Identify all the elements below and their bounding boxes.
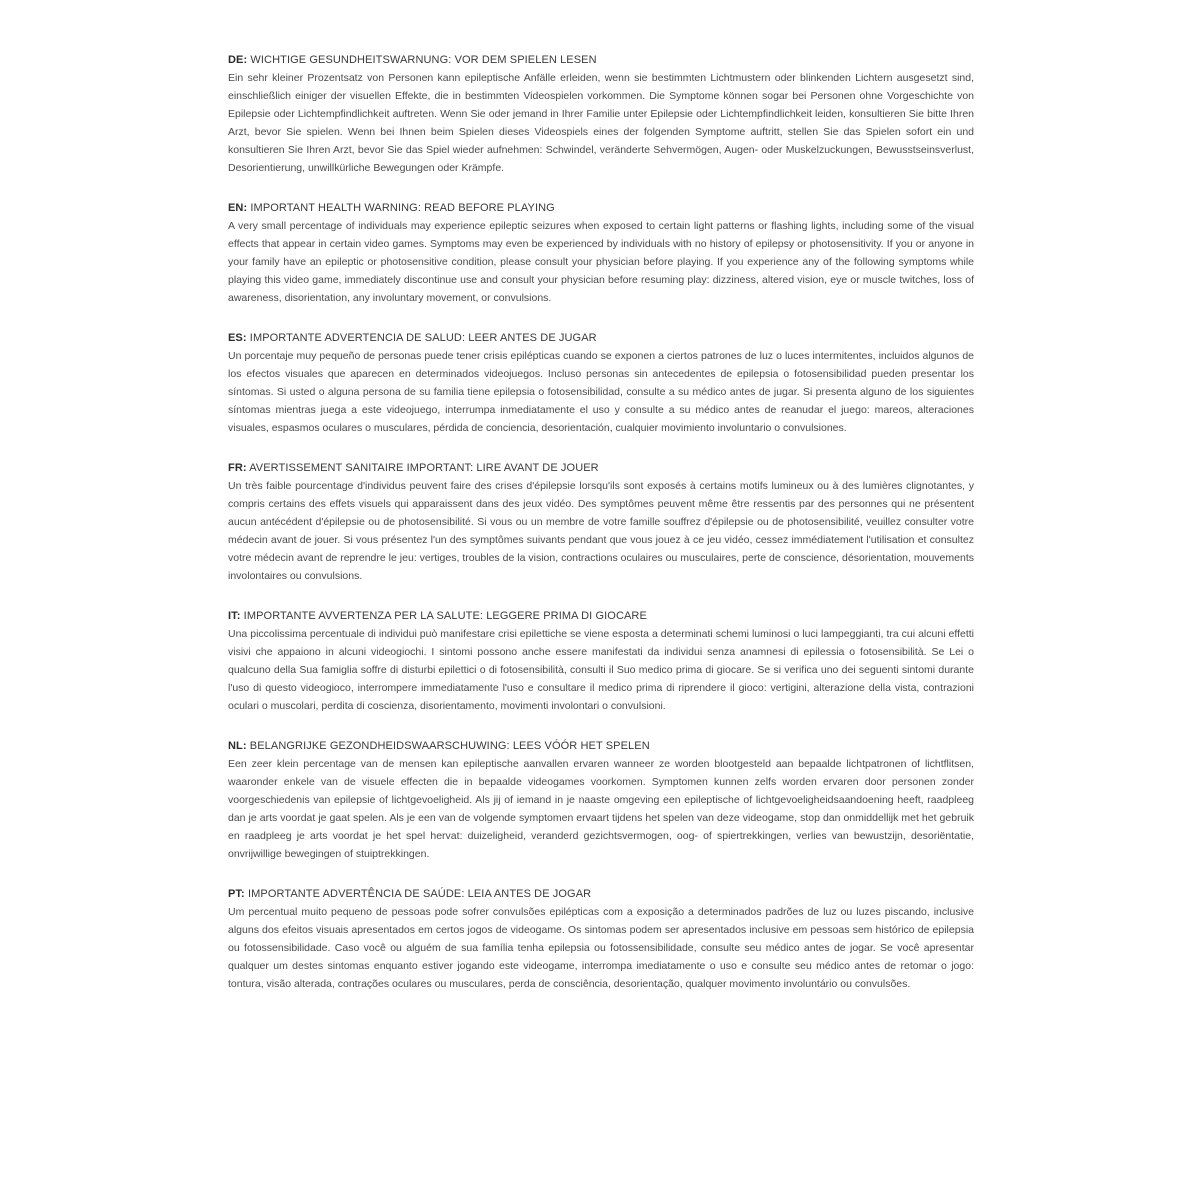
section-title: IMPORTANTE ADVERTENCIA DE SALUD: LEER ANTES DE JUGAR	[246, 332, 597, 344]
section-body: Un porcentaje muy pequeño de personas puede tener crisis epilépticas cuando se exponen a ciertos patrones de luz o luces intermitentes, incluidos algunos de los efectos visuales que aparecen en determinados videojuegos. Incluso personas sin antecedentes de epilepsia o fotosensibilidad pueden presentar los síntomas. Si usted o alguna persona de su familia tiene epilepsia o fotosensibilidad, consulte a su médico antes de jugar. Si presenta alguno de los siguientes síntomas mientras juega a este videojuego, interrumpa inmediatamente el uso y consulte a su médico antes de reanudar el juego: mareos, alteraciones visuales, espasmos oculares o musculares, pérdida de conciencia, desorientación, cualquier movimiento involuntario o convulsiones.	[228, 350, 974, 434]
section-heading	[228, 52, 974, 69]
section-title: WICHTIGE GESUNDHEITSWARNUNG: VOR DEM SPIELEN LESEN	[247, 54, 597, 66]
section-heading	[228, 738, 974, 755]
language-code: ES:	[228, 332, 247, 344]
section-heading	[228, 330, 974, 347]
warning-section-de	[228, 52, 974, 177]
section-body: Ein sehr kleiner Prozentsatz von Personen kann epileptische Anfälle erleiden, wenn sie bestimmten Lichtmustern oder blinkenden Lichtern ausgesetzt sind, einschließlich einiger der visuellen Effekte, die in bestimmten Videospielen vorkommen. Die Symptome können sogar bei Personen ohne Vorgeschichte von Epilepsie oder Lichtempfindlichkeit auftreten. Wenn Sie oder jemand in Ihrer Familie unter Epilepsie oder Lichtempfindlichkeit leiden, konsultieren Sie bitte Ihren Arzt, bevor Sie spielen. Wenn bei Ihnen beim Spielen dieses Videospiels eines der folgenden Symptome auftritt, stellen Sie das Spielen sofort ein und konsultieren Sie Ihren Arzt, bevor Sie das Spiel wieder aufnehmen: Schwindel, veränderte Sehvermögen, Augen- oder Muskelzuckungen, Bewusstseinsverlust, Desorientierung, unwillkürliche Bewegungen oder Krämpfe.	[228, 72, 974, 174]
section-body: Een zeer klein percentage van de mensen kan epileptische aanvallen ervaren wanneer ze worden blootgesteld aan bepaalde lichtpatronen of lichtflitsen, waaronder enkele van de visuele effecten die in bepaalde videogames voorkomen. Symptomen kunnen zelfs worden ervaren door personen zonder voorgeschiedenis van epilepsie of lichtgevoeligheid. Als jij of iemand in je naaste omgeving een epileptische of lichtgevoeligheidsaandoening heeft, raadpleeg dan je arts voordat je gaat spelen. Als je een van de volgende symptomen ervaart tijdens het spelen van deze videogame, stop dan onmiddellijk met het gebruik en raadpleeg je arts voordat je het spel hervat: duizeligheid, veranderd gezichtsvermogen, oog- of spiertrekkingen, verlies van bewustzijn, desoriëntatie, onvrijwillige bewegingen of stuiptrekkingen.	[228, 758, 974, 860]
warning-section-es	[228, 330, 974, 437]
section-title: IMPORTANTE AVVERTENZA PER LA SALUTE: LEGGERE PRIMA DI GIOCARE	[240, 610, 647, 622]
section-heading	[228, 460, 974, 477]
warning-section-fr	[228, 460, 974, 585]
warning-section-nl	[228, 738, 974, 863]
language-code: DE:	[228, 54, 248, 66]
warning-section-pt	[228, 886, 974, 993]
section-body: A very small percentage of individuals may experience epileptic seizures when exposed to certain light patterns or flashing lights, including some of the visual effects that appear in certain video games. Symptoms may even be experienced by individuals with no history of epilepsy or photosensitivity. If you or anyone in your family have an epileptic or photosensitive condition, please consult your physician before playing. If you experience any of the following symptoms while playing this video game, immediately discontinue use and consult your physician before resuming play: dizziness, altered vision, eye or muscle twitches, loss of awareness, disorientation, any involuntary movement, or convulsions.	[228, 220, 974, 304]
health-warning-document	[228, 52, 974, 1016]
section-title: IMPORTANTE ADVERTÊNCIA DE SAÚDE: LEIA ANTES DE JOGAR	[244, 888, 592, 900]
section-title: AVERTISSEMENT SANITAIRE IMPORTANT: LIRE AVANT DE JOUER	[246, 462, 599, 474]
warning-section-it	[228, 608, 974, 715]
section-heading	[228, 200, 974, 217]
section-body: Um percentual muito pequeno de pessoas pode sofrer convulsões epilépticas com a exposição a determinados padrões de luz ou luzes piscando, inclusive alguns dos efeitos visuais apresentados em certos jogos de videogame. Os sintomas podem ser apresentados inclusive em pessoas sem histórico de epilepsia ou fotossensibilidade. Caso você ou alguém de sua família tenha epilepsia ou fotossensibilidade, consulte seu médico antes de jogar. Se você apresentar qualquer um destes sintomas enquanto estiver jogando este videogame, interrompa imediatamente o uso e consulte seu médico antes de retomar o jogo: tontura, visão alterada, contrações oculares ou musculares, perda de consciência, desorientação, qualquer movimento involuntário ou convulsões.	[228, 906, 974, 990]
section-heading	[228, 886, 974, 903]
section-title: IMPORTANT HEALTH WARNING: READ BEFORE PLAYING	[247, 202, 555, 214]
section-body: Un très faible pourcentage d'individus peuvent faire des crises d'épilepsie lorsqu'ils sont exposés à certains motifs lumineux ou à des lumières clignotantes, y compris certains des effets visuels qui apparaissent dans des jeux vidéo. Des symptômes peuvent même être ressentis par des personnes qui ne présentent aucun antécédent d'épilepsie ou de photosensibilité. Si vous ou un membre de votre famille souffrez d'épilepsie ou de photosensibilité, veuillez consulter votre médecin avant de jouer. Si vous présentez l'un des symptômes suivants pendant que vous jouez à ce jeu vidéo, cessez immédiatement l'utilisation et consultez votre médecin avant de reprendre le jeu: vertiges, troubles de la vision, contractions oculaires ou musculaires, perte de conscience, désorientation, mouvements involontaires ou convulsions.	[228, 480, 974, 582]
warning-section-en	[228, 200, 974, 307]
section-body: Una piccolissima percentuale di individui può manifestare crisi epilettiche se viene esposta a determinati schemi luminosi o luci lampeggianti, tra cui alcuni effetti visivi che appaiono in alcuni videogiochi. I sintomi possono anche essere manifestati da individui senza anamnesi di epilessia o fotosensibilità. Se Lei o qualcuno della Sua famiglia soffre di disturbi epilettici o di fotosensibilità, consulti il Suo medico prima di giocare. Se si verifica uno dei seguenti sintomi durante l'uso di questo videogioco, interrompere immediatamente l'uso e consultare il medico prima di riprendere il gioco: vertigini, alterazione della vista, contrazioni oculari o muscolari, perdita di coscienza, disorientamento, movimenti involontari o convulsioni.	[228, 628, 974, 712]
language-code: IT:	[228, 610, 241, 622]
language-code: PT:	[228, 888, 245, 900]
language-code: NL:	[228, 740, 247, 752]
section-heading	[228, 608, 974, 625]
language-code: FR:	[228, 462, 247, 474]
language-code: EN:	[228, 202, 248, 214]
section-title: BELANGRIJKE GEZONDHEIDSWAARSCHUWING: LEES VÓÓR HET SPELEN	[246, 740, 650, 752]
